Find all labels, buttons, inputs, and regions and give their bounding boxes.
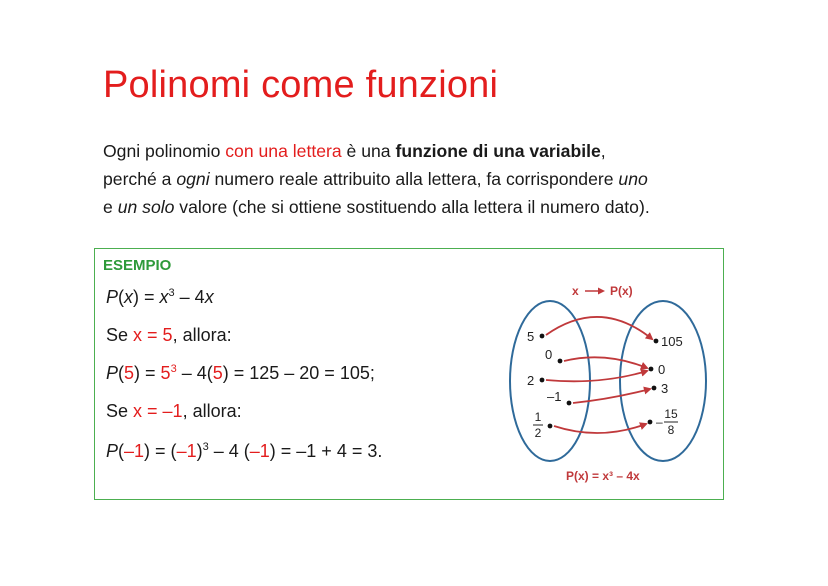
codomain-dot-105 [654,339,659,344]
domain-frac-den: 2 [534,426,542,440]
codomain-label-3: 3 [661,381,669,396]
calc-p5: $P(5) = 5^3 - 4(5) = 125 - 20 = 105$; [106,363,375,383]
domain-label-2: 2 [527,373,535,388]
diagram-top-x: x [572,284,579,298]
domain-dot-0 [558,359,563,364]
arrow-minus1-to-3 [573,389,650,403]
codomain-label-105: 105 [661,334,683,349]
domain-dot-2 [540,378,545,383]
domain-dot-minus-1 [567,401,572,406]
domain-label-minus-1: –1 [547,389,562,404]
codomain-frac-num: 15 [664,407,678,421]
codomain-frac-sign: – [656,415,663,429]
domain-dot-half [548,424,553,429]
domain-frac-num: 1 [534,410,542,424]
polynomial-definition: $P(x) = x^3 - 4x$ [106,287,214,307]
arrow-2-to-0 [546,371,647,381]
codomain-label-0: 0 [658,362,666,377]
diagram-caption: P(x) = x³ – 4x [566,469,640,483]
codomain-frac-den: 8 [667,423,675,437]
codomain-dot-3 [652,386,657,391]
calc-p-minus-1: $P(-1) = (-1)^3 - 4$ (–1) = –1 + 4 = 3. [106,441,383,461]
domain-label-0: 0 [545,347,553,362]
function-mapping-diagram [500,275,720,490]
diagram-top-px: P(x) [610,284,633,298]
case-x-5: Se x = 5, allora: [106,325,232,345]
arrow-0-to-0 [564,357,647,368]
domain-label-5: 5 [527,329,535,344]
case-x-minus-1: Se x = –1, allora: [106,401,242,421]
example-label: ESEMPIO [103,257,172,274]
codomain-dot-frac [648,420,653,425]
arrow-half-to-frac [554,424,646,433]
page-title: Polinomi come funzioni [103,64,499,106]
domain-dot-5 [540,334,545,339]
codomain-dot-0 [649,367,654,372]
intro-paragraph: Ogni polinomio con una lettera è una funzione di una variabile, perché a ogni numero reale attribuito alla lettera, fa corrispondere uno e un solo valore (che si ottiene sostituendo alla lettera il numero dato). [103,141,650,217]
